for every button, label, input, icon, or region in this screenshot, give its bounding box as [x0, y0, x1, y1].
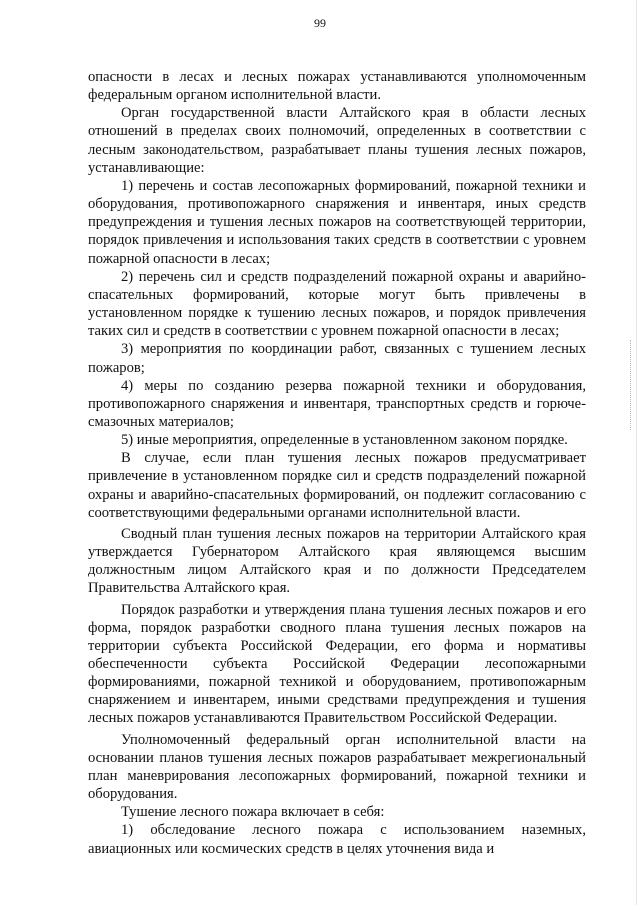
paragraph-procedure: Порядок разработки и утверждения плана тушения лесных пожаров и его форма, порядок разработки сводного плана тушения лесных пожаров на территории субъекта Российской Федерации, его форма и нормативы обеспеченности субъекта Российской Федерации лесопожарными формированиями, пожарной техникой и оборудованием, противопожарным снаряжением и инвентарем, иными средствами предупреждения и тушения лесных пожаров устанавливаются Правительством Российской Федерации.	[88, 601, 586, 727]
scan-margin-marks	[630, 340, 633, 430]
list-item-extinguishing-1: 1) обследование лесного пожара с использованием наземных, авиационных или космических средств в целях уточнения вида и	[88, 822, 586, 857]
document-body	[88, 68, 586, 858]
paragraph-continuation: опасности в лесах и лесных пожарах устанавливаются уполномоченным федеральным органом исполнительной власти.	[88, 69, 586, 104]
list-item-4: 4) меры по созданию резерва пожарной техники и оборудования, противопожарного снаряжения и инвентаря, транспортных средств и горюче-смазочных материалов;	[88, 377, 586, 430]
scan-page-edge	[636, 0, 637, 905]
paragraph-extinguishing-intro: Тушение лесного пожара включает в себя:	[121, 804, 385, 821]
list-item-3: 3) мероприятия по координации работ, связанных с тушением лесных пожаров;	[88, 341, 586, 376]
page-number: 99	[314, 16, 326, 30]
paragraph-consolidated-plan: Сводный план тушения лесных пожаров на территории Алтайского края утверждается Губернатором Алтайского края являющемся высшим должностным лицом Алтайского края и по должности Председателем Правительства Алтайского края.	[88, 525, 586, 597]
paragraph-interregional-plan: Уполномоченный федеральный орган исполнительной власти на основании планов тушения лесных пожаров разрабатывает межрегиональный план маневрирования лесопожарных формирований, пожарной техники и оборудования.	[88, 731, 586, 803]
paragraph-plans-intro: Орган государственной власти Алтайского края в области лесных отношений в пределах своих полномочий, определенных в соответствии с лесным законодательством, разрабатывает планы тушения лесных пожаров, устанавливающие:	[88, 105, 586, 176]
list-item-5: 5) иные мероприятия, определенные в установленном законом порядке.	[121, 432, 568, 449]
list-item-1: 1) перечень и состав лесопожарных формирований, пожарной техники и оборудования, противопожарного снаряжения и инвентаря, иных средств предупреждения и тушения лесных пожаров на соответствующей территории, порядок привлечения и использования таких средств в соответствии с уровнем пожарной опасности в лесах;	[88, 177, 586, 267]
list-item-2: 2) перечень сил и средств подразделений пожарной охраны и аварийно-спасательных формирований, которые могут быть привлечены в установленном порядке к тушению лесных пожаров, и порядок привлечения таких сил и средств в соответствии с уровнем пожарной опасности в лесах;	[88, 268, 586, 340]
paragraph-coordination: В случае, если план тушения лесных пожаров предусматривает привлечение в установленном порядке сил и средств подразделений пожарной охраны и аварийно-спасательных формирований, он подлежит согласованию с соответствующими федеральными органами исполнительной власти.	[88, 450, 586, 521]
